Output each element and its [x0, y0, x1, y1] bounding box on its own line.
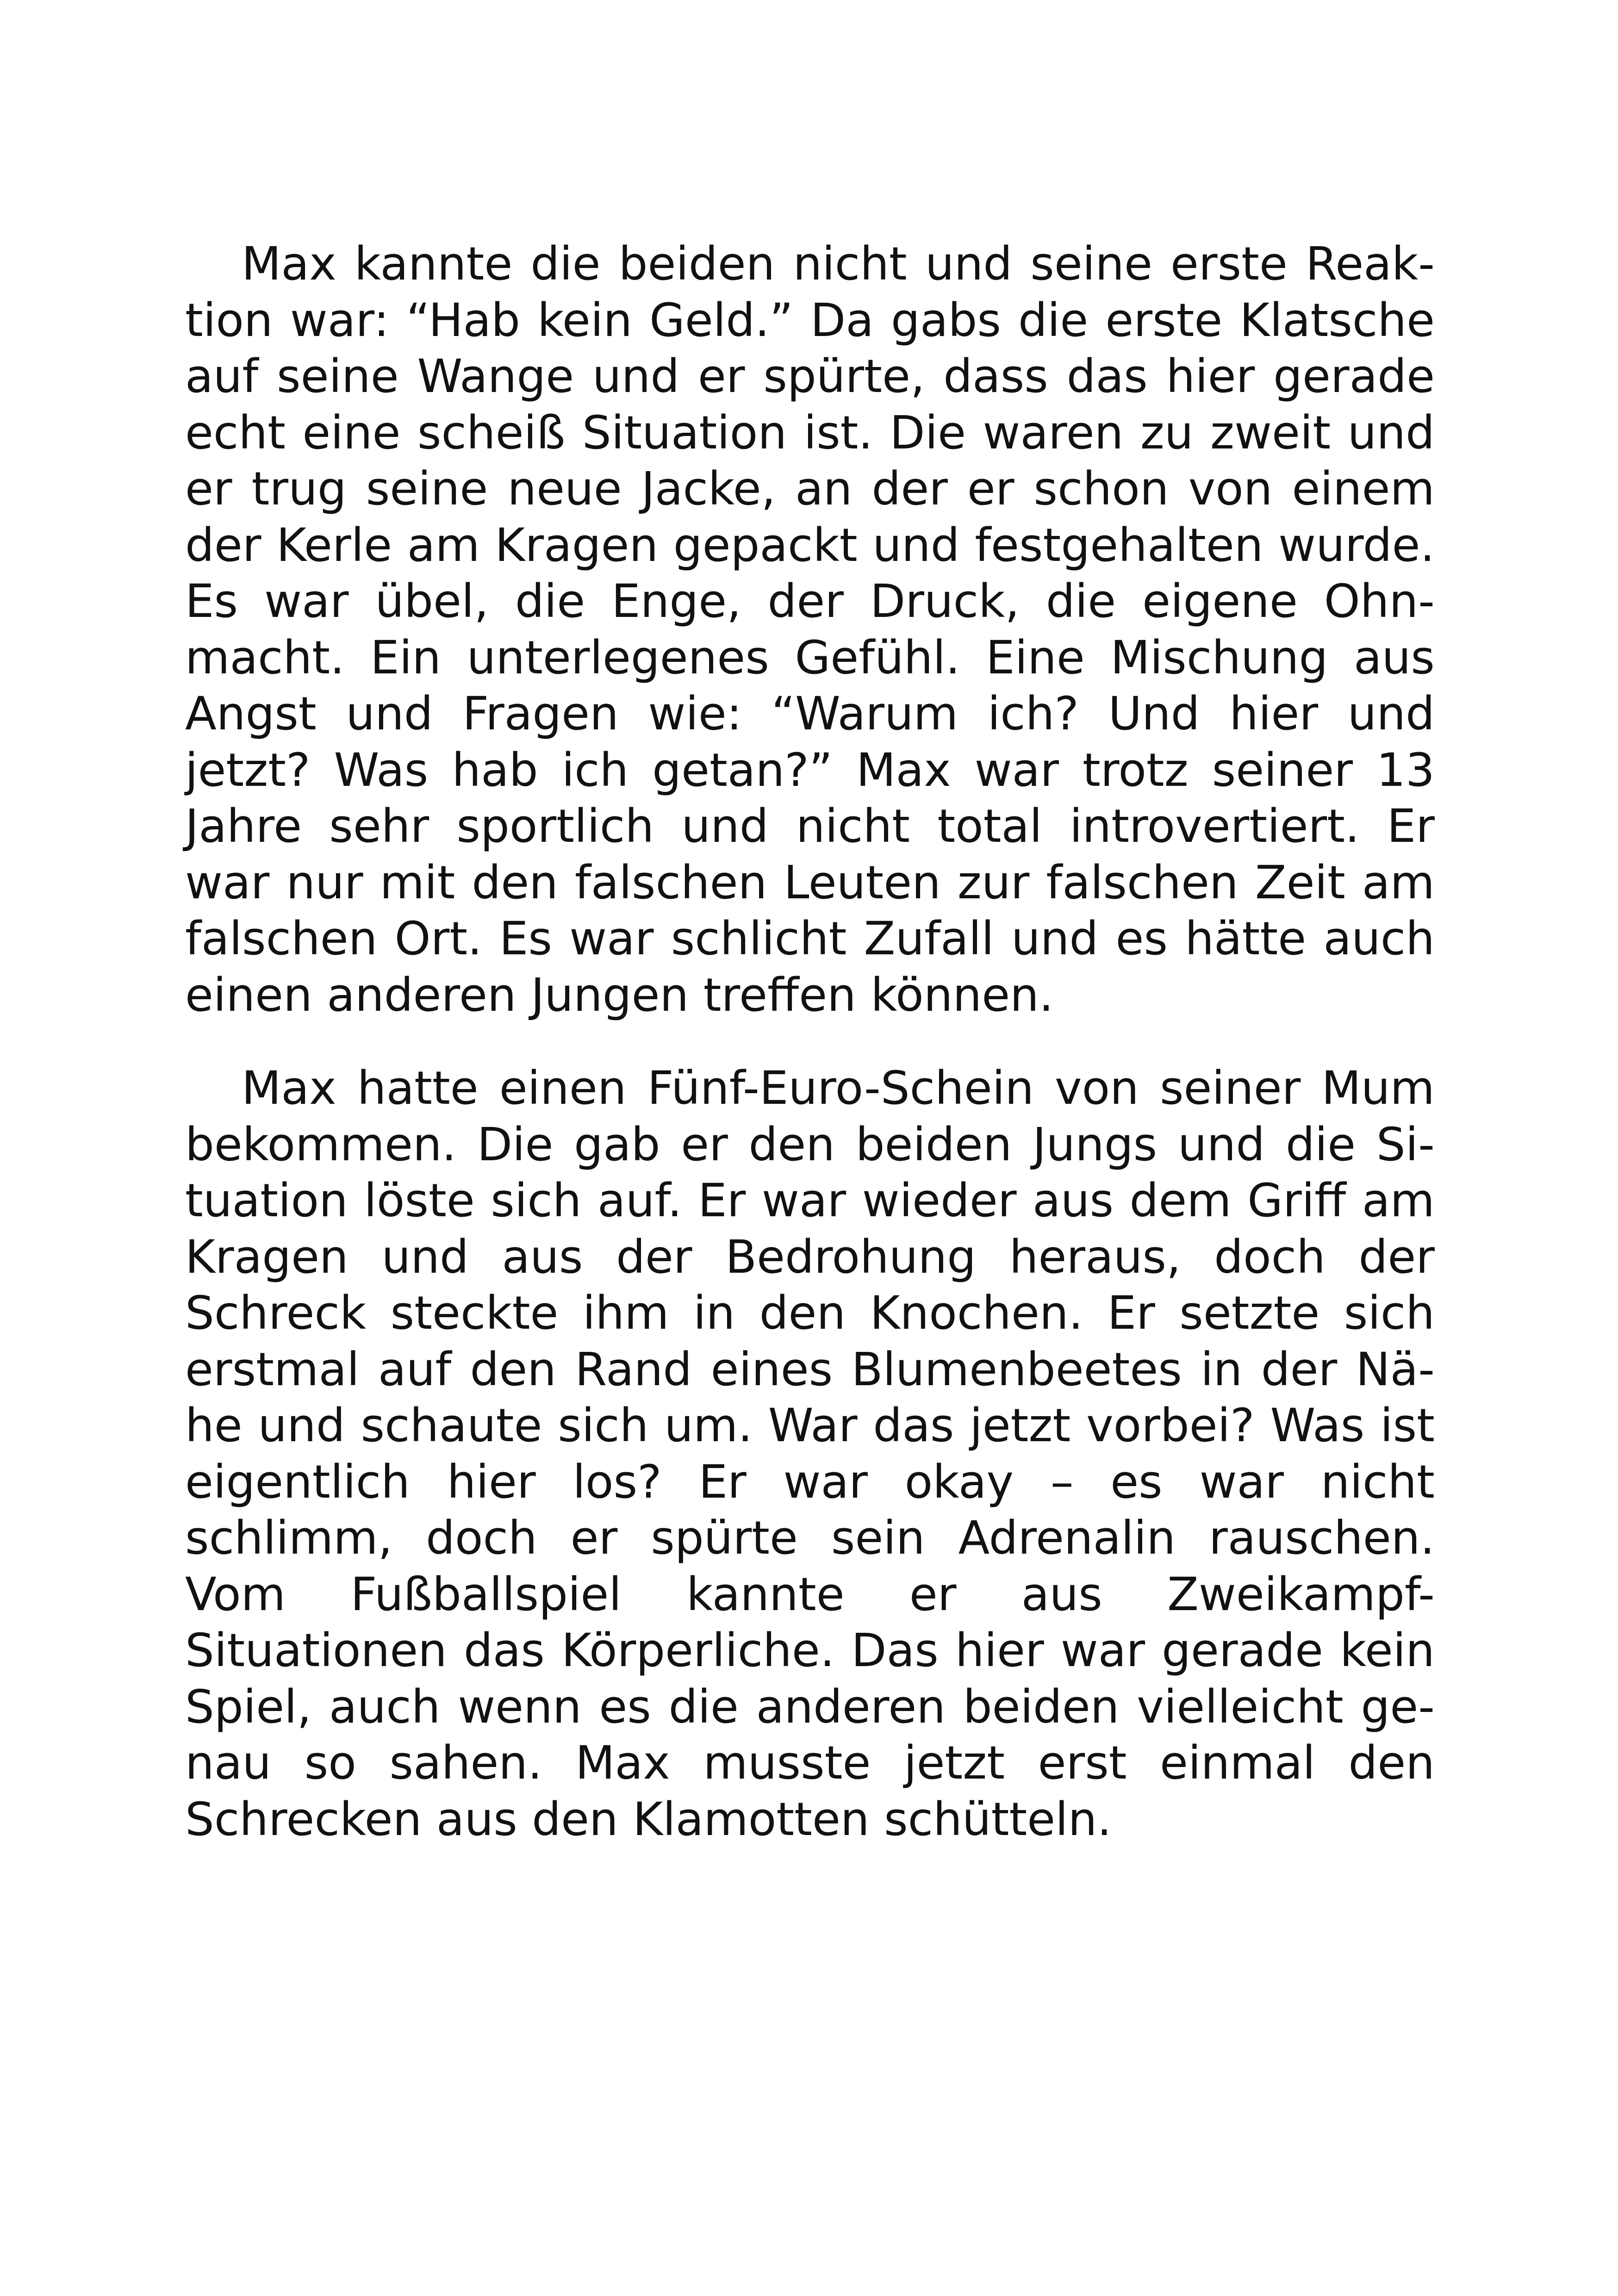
- paragraph-1: Max kannte die beiden nicht und seine erste Reaktion war: “Hab kein Geld.” Da gabs die erste Klatsche auf seine Wange und er spürte, dass das hier gerade echt eine scheiß Situation ist. Die waren zu zweit und er trug seine neue Jacke, an der er schon von einem der Kerle am Kragen gepackt und festgehalten wurde. Es war übel, die Enge, der Druck, die eigene Ohnmacht. Ein unterlegenes Gefühl. Eine Mischung aus Angst und Fragen wie: “Warum ich? Und hier und jetzt? Was hab ich getan?” Max war trotz seiner 13 Jahre sehr sportlich und nicht total introvertiert. Er war nur mit den falschen Leuten zur falschen Zeit am falschen Ort. Es war schlicht Zufall und es hätte auch einen anderen Jungen treffen können.: [185, 237, 1435, 1022]
- paragraph-2: Max hatte einen Fünf-Euro-Schein von seiner Mum bekommen. Die gab er den beiden Jungs und die Situation löste sich auf. Er war wieder aus dem Griff am Kragen und aus der Bedrohung heraus, doch der Schreck steckte ihm in den Knochen. Er setzte sich erstmal auf den Rand eines Blumenbeetes in der Nähe und schaute sich um. War das jetzt vorbei? Was ist eigentlich hier los? Er war okay – es war nicht schlimm, doch er spürte sein Adrenalin rauschen. Vom Fußballspiel kannte er aus Zweikampf-Situationen das Körperliche. Das hier war gerade kein Spiel, auch wenn es die anderen beiden vielleicht genau so sahen. Max musste jetzt erst einmal den Schrecken aus den Klamotten schütteln.: [185, 1062, 1435, 1846]
- page-body: [185, 236, 1435, 1848]
